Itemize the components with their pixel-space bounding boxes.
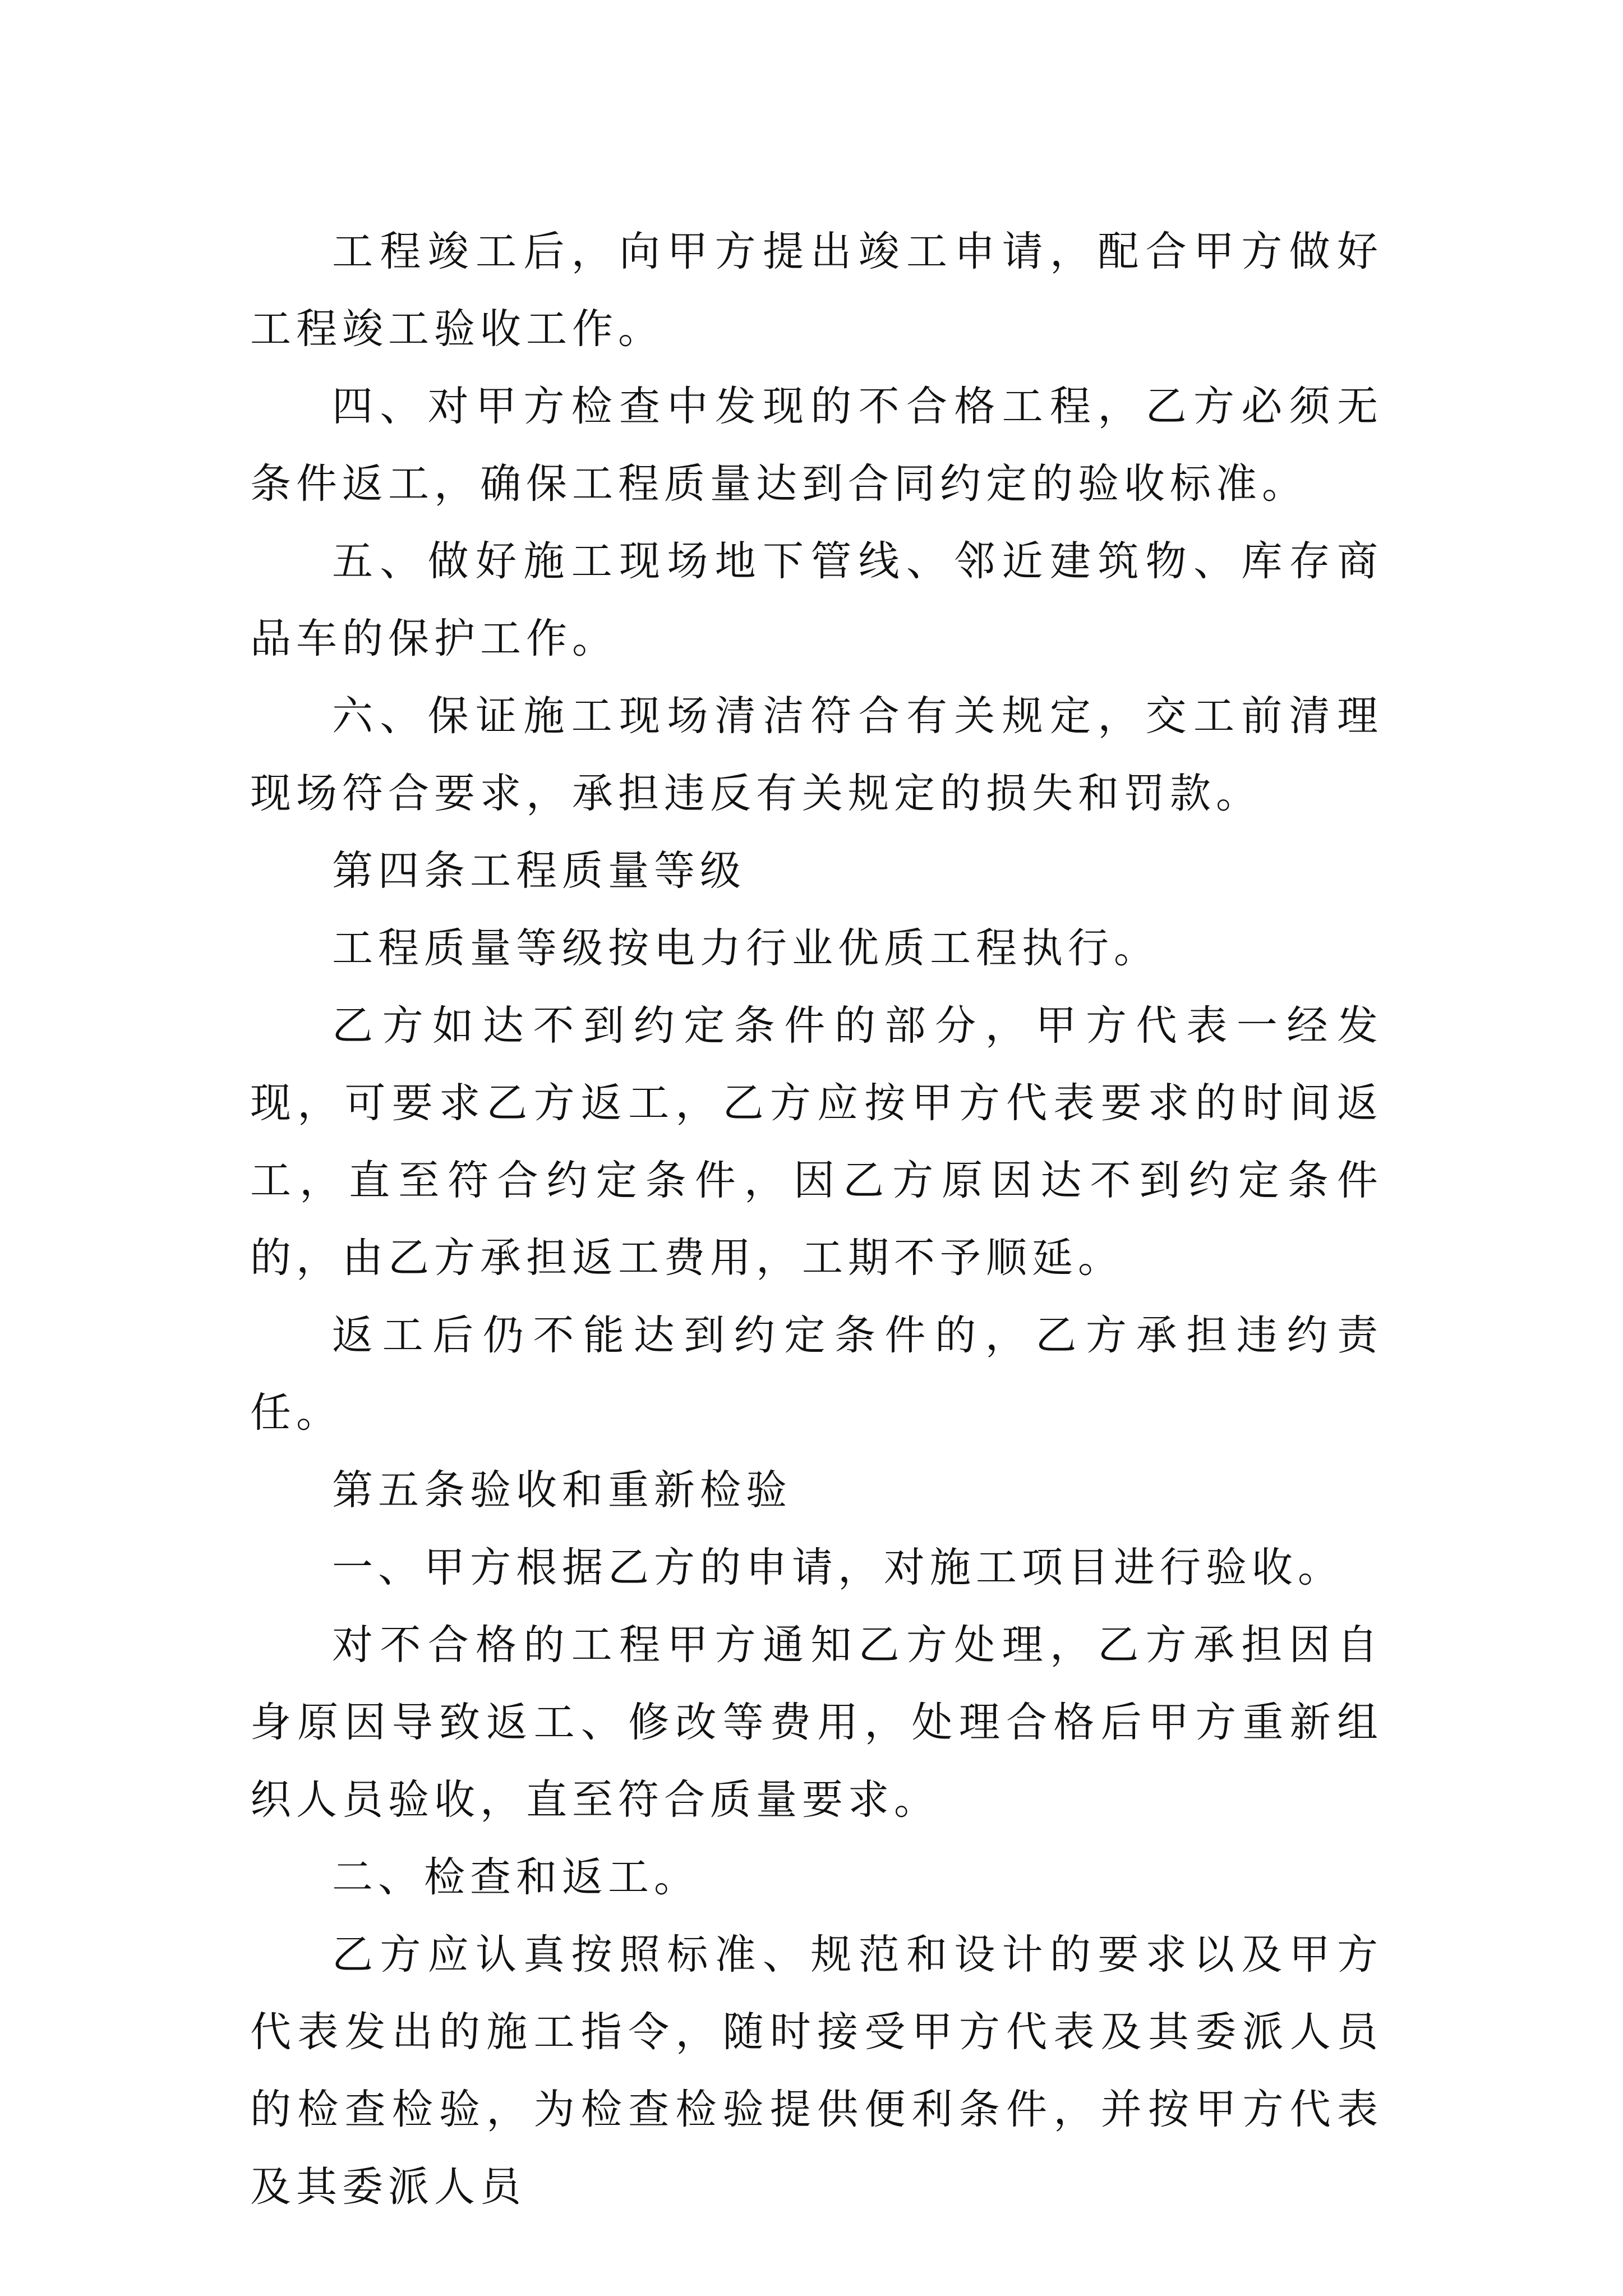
document-body xyxy=(250,213,1383,2226)
section-heading: 第四条工程质量等级 xyxy=(332,847,746,895)
paragraph: 对不合格的工程甲方通知乙方处理，乙方承担因自身原因导致返工、修改等费用，处理合格后甲方重新组织人员验收，直至符合质量要求。 xyxy=(250,1621,1383,1824)
paragraph: 工程竣工后，向甲方提出竣工申请，配合甲方做好工程竣工验收工作。 xyxy=(250,228,1383,353)
paragraph: 工程质量等级按电力行业优质工程执行。 xyxy=(332,924,1160,972)
paragraph: 五、做好施工现场地下管线、邻近建筑物、库存商品车的保护工作。 xyxy=(250,537,1383,662)
paragraph: 二、检查和返工。 xyxy=(332,1853,700,1901)
paragraph: 返工后仍不能达到约定条件的，乙方承担违约责任。 xyxy=(250,1312,1383,1437)
paragraph: 乙方应认真按照标准、规范和设计的要求以及甲方代表发出的施工指令，随时接受甲方代表及其委派人员的检查检验，为检查检验提供便利条件，并按甲方代表及其委派人员 xyxy=(250,1931,1383,2211)
paragraph: 六、保证施工现场清洁符合有关规定，交工前清理现场符合要求，承担违反有关规定的损失和罚款。 xyxy=(250,692,1383,817)
paragraph: 四、对甲方检查中发现的不合格工程，乙方必须无条件返工，确保工程质量达到合同约定的验收标准。 xyxy=(250,383,1383,508)
paragraph: 乙方如达不到约定条件的部分，甲方代表一经发现，可要求乙方返工，乙方应按甲方代表要求的时间返工，直至符合约定条件，因乙方原因达不到约定条件的，由乙方承担返工费用，工期不予顺延。 xyxy=(250,1002,1383,1282)
section-heading: 第五条验收和重新检验 xyxy=(332,1466,792,1514)
paragraph: 一、甲方根据乙方的申请，对施工项目进行验收。 xyxy=(332,1544,1344,1591)
